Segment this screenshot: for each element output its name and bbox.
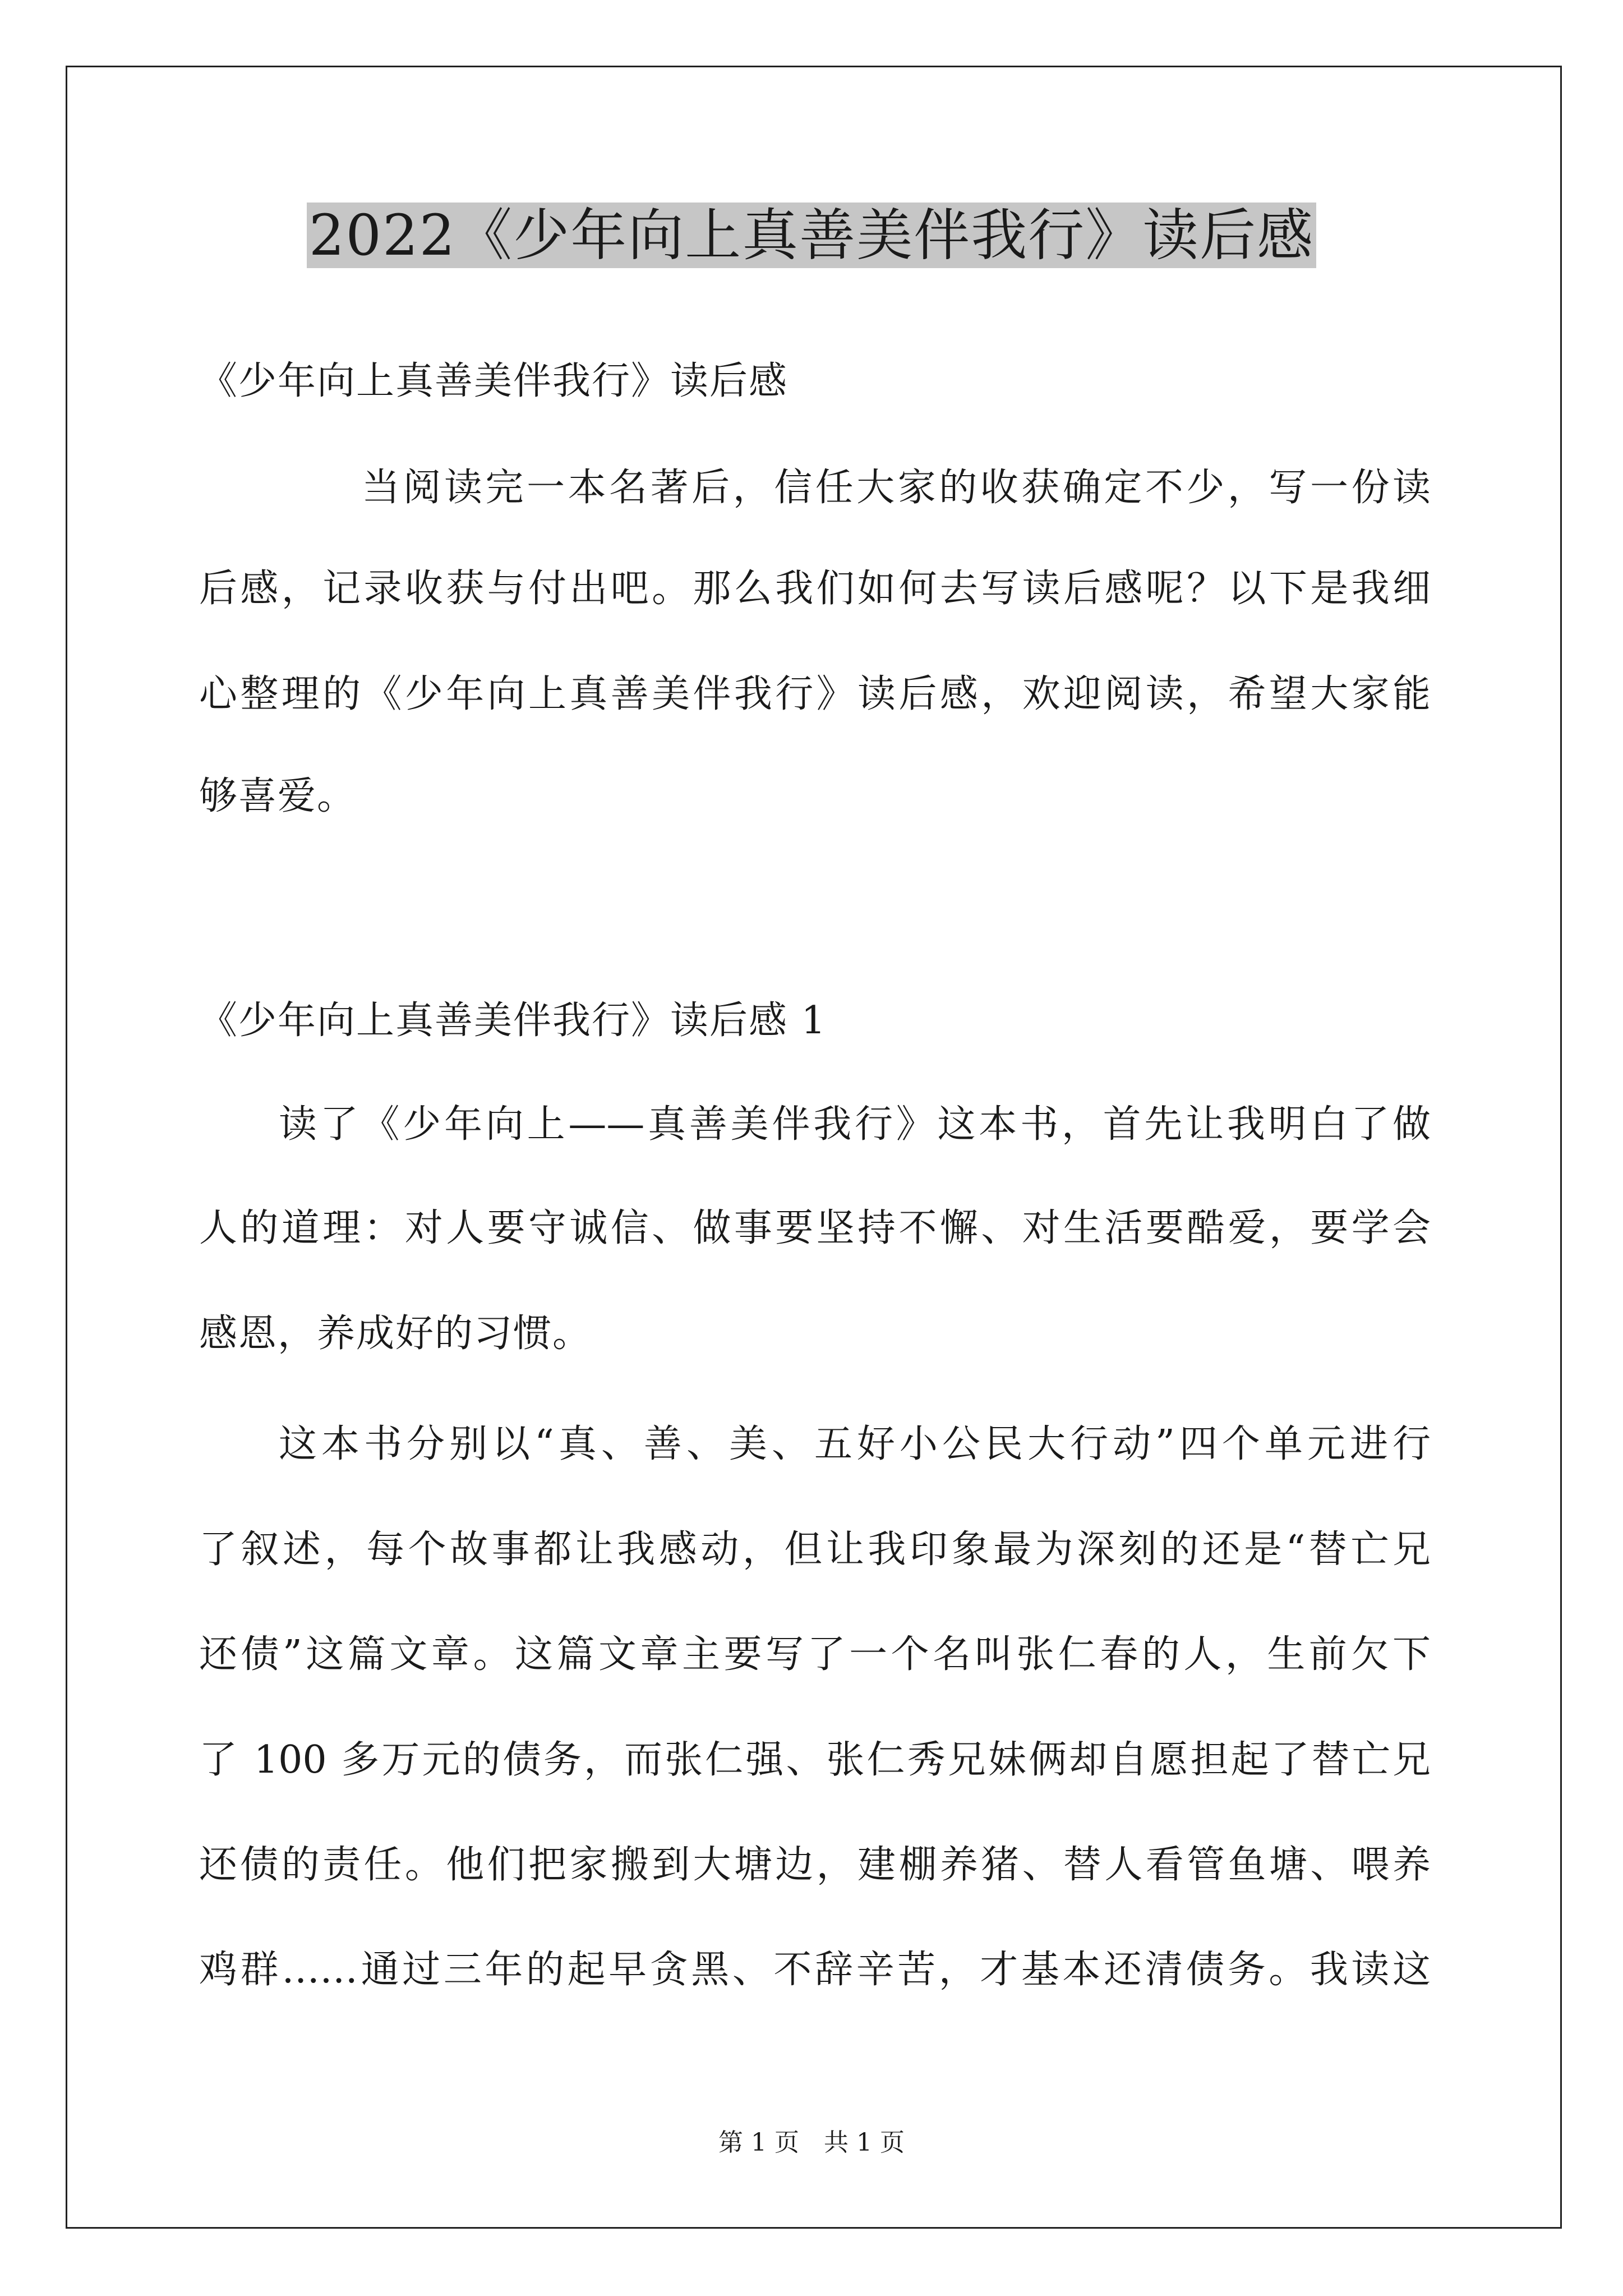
paragraph-line: 还债”这篇文章。这篇文章主要写了一个名叫张仁春的人，生前欠下 [199, 1632, 1431, 1677]
document-subtitle: 《少年向上真善美伴我行》读后感 [199, 359, 789, 403]
paragraph-line: 了叙述，每个故事都让我感动，但让我印象最为深刻的还是“替亡兄 [199, 1527, 1431, 1572]
page-footer: 第 1 页 共 1 页 [718, 2128, 905, 2157]
document-title-text: 2022《少年向上真善美伴我行》读后感 [307, 203, 1317, 268]
paragraph-line: 鸡群……通过三年的起早贪黑、不辞辛苦，才基本还清债务。我读这 [199, 1948, 1431, 1992]
paragraph-line: 读了《少年向上——真善美伴我行》这本书，首先让我明白了做 [279, 1102, 1431, 1147]
paragraph-line: 人的道理：对人要守诚信、做事要坚持不懈、对生活要酷爱，要学会 [199, 1206, 1431, 1250]
section-heading: 《少年向上真善美伴我行》读后感 1 [199, 999, 827, 1043]
intro-line: 够喜爱。 [199, 774, 357, 818]
paragraph-line: 还债的责任。他们把家搬到大塘边，建棚养猪、替人看管鱼塘、喂养 [199, 1843, 1431, 1887]
intro-line: 当阅读完一本名著后，信任大家的收获确定不少，写一份读 [362, 466, 1431, 510]
paragraph-line: 感恩，养成好的习惯。 [199, 1312, 592, 1356]
paragraph-line: 了 100 多万元的债务，而张仁强、张仁秀兄妹俩却自愿担起了替亡兄 [199, 1738, 1431, 1782]
paragraph-line: 这本书分别以“真、善、美、五好小公民大行动”四个单元进行 [279, 1422, 1431, 1466]
document-title [0, 196, 1623, 275]
intro-line: 心整理的《少年向上真善美伴我行》读后感，欢迎阅读，希望大家能 [199, 672, 1431, 716]
intro-line: 后感，记录收获与付出吧。那么我们如何去写读后感呢？以下是我细 [199, 567, 1431, 611]
